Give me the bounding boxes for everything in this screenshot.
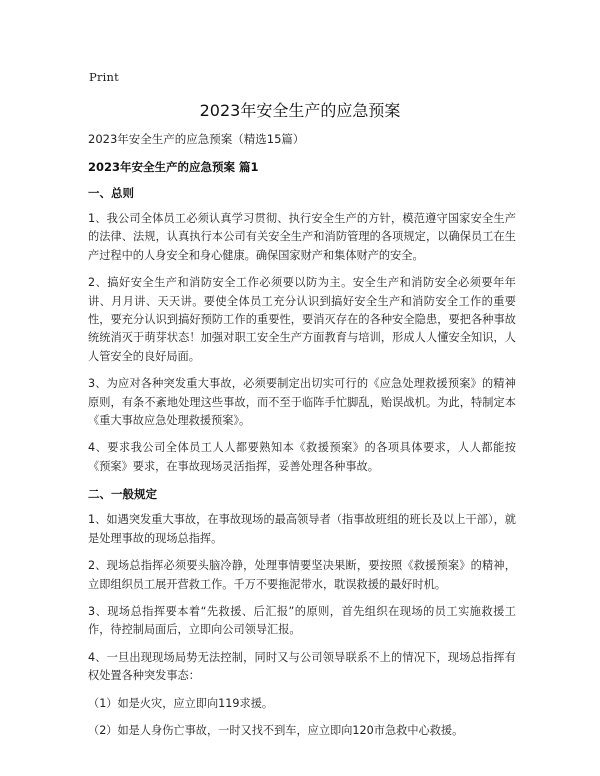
paragraph: 3、现场总指挥要本着“先救援、后汇报”的原则，首先组织在现场的员工实施救援工作，待控制局面后，立即向公司领导汇报。 bbox=[88, 604, 516, 637]
document-subtitle: 2023年安全生产的应急预案（精选15篇） bbox=[88, 132, 305, 146]
document-body bbox=[88, 130, 516, 749]
paragraph: 3、为应对各种突发重大事故，必须要制定出切实可行的《应急处理救援预案》的精神原则，有条不紊地处理这些事故，而不至于临阵手忙脚乱，贻误战机。为此，特制定本《重大事故应急处理救援预案》。 bbox=[88, 377, 516, 428]
part2-heading: 二、一般规定 bbox=[88, 487, 157, 502]
page-title: 2023年安全生产的应急预案 bbox=[199, 101, 401, 120]
section-title: 2023年安全生产的应急预案 篇1 bbox=[88, 160, 259, 174]
list-item: （2）如是人身伤亡事故，一时又找不到车，应立即向120市急救中心救援。 bbox=[88, 723, 464, 737]
paragraph: 4、一旦出现现场局势无法控制，同时又与公司领导联系不上的情况下，现场总指挥有权处置各种突发事态： bbox=[88, 650, 516, 683]
part1-heading: 一、总则 bbox=[88, 186, 134, 200]
print-label[interactable]: Print bbox=[89, 70, 119, 84]
paragraph: 1、如遇突发重大事故，在事故现场的最高领导者（指事故班组的班长及以上干部），就是处理事故的现场总指挥。 bbox=[88, 513, 516, 545]
list-item: （1）如是火灾，应立即向119求援。 bbox=[88, 696, 274, 710]
paragraph: 1、我公司全体员工必须认真学习贯彻、执行安全生产的方针，模范遵守国家安全生产的法律、法规，认真执行本公司有关安全生产和消防管理的各项规定，以确保员工在生产过程中的人身安全和身心健康。确保国家财产和集体财产的安全。 bbox=[88, 212, 516, 262]
paragraph: 2、现场总指挥必须要头脑冷静，处理事情要坚决果断，要按照《救援预案》的精神，立即组织员工展开营救工作。千万不要拖泥带水，耽误救援的最好时机。 bbox=[88, 559, 516, 591]
paragraph: 2、搞好安全生产和消防安全工作必须要以防为主。安全生产和消防安全必须要年年讲、月月讲、天天讲。要使全体员工充分认识到搞好安全生产和消防安全工作的重要性，要充分认识到搞好预防工作的重要性，要消灭存在的各种安全隐患，要把各种事故统统消灭于萌芽状态！加强对职工安全生产方面教育与培训，形成人人懂安全知识，人人管安全的良好局面。 bbox=[88, 276, 516, 363]
paragraph: 4、要求我公司全体员工人人都要熟知本《救援预案》的各项具体要求，人人都能按《预案》要求，在事故现场灵活指挥，妥善处理各种事故。 bbox=[88, 441, 516, 473]
